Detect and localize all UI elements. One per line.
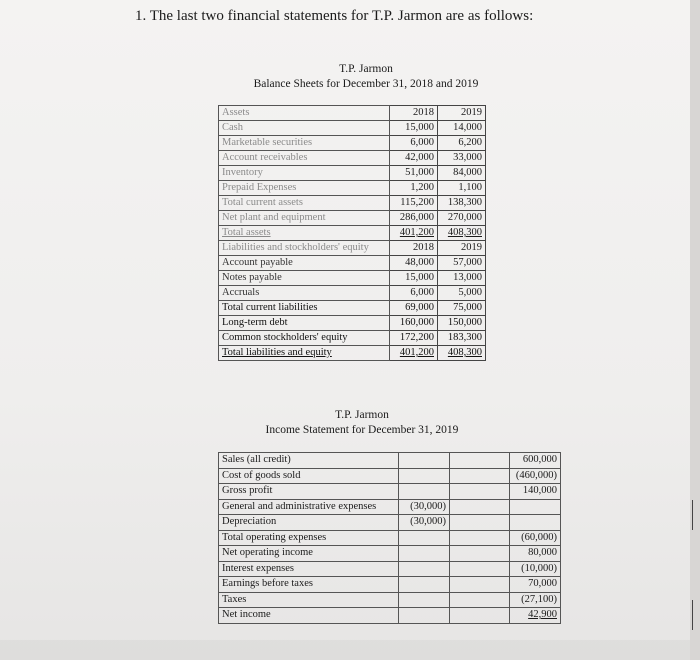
row-value [510, 468, 561, 484]
value-2019 [438, 226, 486, 241]
table-row [219, 530, 561, 546]
row-label [219, 346, 390, 361]
row-value-text: 600,000 [522, 454, 557, 465]
statement-title: Balance Sheets for December 31, 2018 and 2019 [253, 78, 479, 90]
value-2018-text: 42,000 [405, 152, 434, 163]
row-label-text: Liabilities and stockholders' equity [222, 242, 369, 253]
row-label-text: Notes payable [222, 272, 282, 283]
row-label [219, 181, 390, 196]
table-row [219, 211, 486, 226]
table-row [219, 577, 561, 593]
table-row [219, 151, 486, 166]
value-2018-text: 15,000 [405, 272, 434, 283]
table-row [219, 346, 486, 361]
value-2019 [438, 241, 486, 256]
table-row [219, 196, 486, 211]
value-2019 [438, 136, 486, 151]
value-2018 [390, 346, 438, 361]
table-row [219, 561, 561, 577]
table-row [219, 316, 486, 331]
row-label [219, 577, 399, 593]
balance-sheet-table [218, 105, 486, 361]
row-label [219, 499, 399, 515]
row-value-text: 80,000 [528, 547, 557, 558]
value-2018 [390, 256, 438, 271]
row-value-text: (60,000) [521, 531, 557, 543]
blank-cell [450, 608, 510, 624]
income-statement-table [218, 452, 561, 624]
value-2019-text: 14,000 [453, 122, 482, 133]
value-2019-text: 84,000 [453, 167, 482, 178]
row-label-text: Total current assets [222, 197, 303, 208]
value-2018 [390, 121, 438, 136]
value-2018 [390, 316, 438, 331]
blank-cell [450, 592, 510, 608]
row-label-text: Total operating expenses [222, 531, 327, 543]
row-value [510, 608, 561, 624]
expense-detail [399, 499, 450, 515]
row-label [219, 608, 399, 624]
blank-cell [450, 453, 510, 469]
value-2018 [390, 196, 438, 211]
value-2019-text: 6,200 [458, 137, 482, 148]
expense-detail [399, 561, 450, 577]
expense-detail [399, 515, 450, 531]
row-label [219, 196, 390, 211]
value-2019 [438, 211, 486, 226]
row-label-text: Net plant and equipment [222, 212, 326, 223]
row-label [219, 136, 390, 151]
row-label [219, 166, 390, 181]
row-label-text: Interest expenses [222, 562, 295, 574]
value-2019-text: 150,000 [447, 317, 482, 328]
table-row [219, 301, 486, 316]
expense-detail [399, 608, 450, 624]
expense-detail [399, 468, 450, 484]
expense-detail [399, 453, 450, 469]
row-label-text: Prepaid Expenses [222, 182, 297, 193]
edge-mark [692, 600, 696, 630]
value-2019 [438, 106, 486, 121]
table-row [219, 241, 486, 256]
expense-detail [399, 546, 450, 562]
value-2019 [438, 331, 486, 346]
value-2018 [390, 181, 438, 196]
value-2018-text: 6,000 [410, 287, 434, 298]
value-2018-text: 6,000 [410, 137, 434, 148]
row-label [219, 316, 390, 331]
value-2018 [390, 106, 438, 121]
table-row [219, 106, 486, 121]
table-row [219, 136, 486, 151]
value-2018-text: 48,000 [405, 257, 434, 268]
table-row [219, 515, 561, 531]
blank-cell [450, 515, 510, 531]
row-label [219, 241, 390, 256]
row-label-text: Cash [222, 122, 243, 133]
value-2019-text: 1,100 [458, 182, 482, 193]
row-label [219, 561, 399, 577]
value-2018-text: 51,000 [405, 167, 434, 178]
value-2018 [390, 286, 438, 301]
statement-title: Income Statement for December 31, 2019 [265, 424, 459, 436]
row-value [510, 484, 561, 500]
table-row [219, 286, 486, 301]
row-label-text: Common stockholders' equity [222, 332, 348, 343]
row-label [219, 121, 390, 136]
expense-detail [399, 484, 450, 500]
blank-cell [450, 577, 510, 593]
row-value [510, 546, 561, 562]
row-label [219, 453, 399, 469]
value-2019-text: 138,300 [447, 197, 482, 208]
row-label-text: Accruals [222, 287, 260, 298]
value-2018 [390, 211, 438, 226]
value-2019-text: 270,000 [447, 212, 482, 223]
value-2019-text: 33,000 [453, 152, 482, 163]
value-2018-text: 172,200 [399, 332, 434, 343]
table-row [219, 271, 486, 286]
value-2018 [390, 241, 438, 256]
table-row [219, 453, 561, 469]
row-label [219, 301, 390, 316]
value-2018 [390, 151, 438, 166]
row-value [510, 453, 561, 469]
row-value [510, 499, 561, 515]
value-2018-text: 2018 [413, 242, 434, 253]
row-value [510, 530, 561, 546]
value-2019 [438, 256, 486, 271]
row-label-text: Account receivables [222, 152, 308, 163]
value-2018-text: 1,200 [410, 182, 434, 193]
blank-cell [450, 484, 510, 500]
blank-cell [450, 499, 510, 515]
row-value [510, 561, 561, 577]
row-label-text: Account payable [222, 257, 293, 268]
row-label-text: Net income [222, 609, 271, 620]
row-value [510, 515, 561, 531]
expense-detail [399, 530, 450, 546]
row-label [219, 331, 390, 346]
row-label-text: Inventory [222, 167, 263, 178]
row-value [510, 577, 561, 593]
table-row [219, 121, 486, 136]
value-2019 [438, 121, 486, 136]
row-label-text: Long-term debt [222, 317, 288, 328]
row-label-text: Taxes [222, 593, 247, 605]
value-2019-text: 2019 [461, 242, 482, 253]
table-row [219, 484, 561, 500]
table-row [219, 592, 561, 608]
value-2019 [438, 286, 486, 301]
expense-detail-text: (30,000) [410, 516, 446, 527]
row-value-text: (27,100) [521, 593, 557, 605]
value-2019 [438, 271, 486, 286]
value-2019-text: 408,300 [447, 347, 482, 358]
row-label [219, 286, 390, 301]
edge-mark [692, 500, 696, 530]
row-label-text: Net operating income [222, 547, 313, 558]
row-label [219, 151, 390, 166]
expense-detail [399, 577, 450, 593]
value-2019-text: 13,000 [453, 272, 482, 283]
value-2018 [390, 271, 438, 286]
row-label-text: Total assets [222, 227, 271, 238]
question-text: 1. The last two financial statements for T.P. Jarmon are as follows: [135, 8, 534, 24]
row-value-text: (10,000) [521, 562, 557, 574]
table-row [219, 468, 561, 484]
bottom-shadow [0, 640, 690, 660]
value-2019-text: 75,000 [453, 302, 482, 313]
row-label [219, 546, 399, 562]
row-label-text: Gross profit [222, 485, 273, 496]
blank-cell [450, 561, 510, 577]
blank-cell [450, 530, 510, 546]
value-2018-text: 160,000 [399, 317, 434, 328]
blank-cell [450, 468, 510, 484]
value-2018-text: 2018 [413, 107, 434, 118]
row-label-text: Assets [222, 107, 250, 118]
value-2018 [390, 166, 438, 181]
row-value-text: 70,000 [528, 578, 557, 589]
row-label [219, 484, 399, 500]
table-row [219, 608, 561, 624]
row-label-text: Sales (all credit) [222, 454, 291, 465]
row-label [219, 515, 399, 531]
value-2018 [390, 226, 438, 241]
row-label-text: Total liabilities and equity [222, 347, 332, 358]
expense-detail-text: (30,000) [410, 500, 446, 512]
table-row [219, 226, 486, 241]
row-label-text: Depreciation [222, 516, 277, 527]
value-2018 [390, 331, 438, 346]
expense-detail [399, 592, 450, 608]
row-value-text: 42,900 [528, 609, 557, 620]
page-edge [690, 0, 700, 660]
value-2018-text: 401,200 [399, 347, 434, 358]
balance-sheet-title [236, 62, 496, 92]
income-statement-title [232, 408, 492, 438]
row-label-text: Earnings before taxes [222, 578, 313, 589]
value-2018 [390, 136, 438, 151]
table-row [219, 499, 561, 515]
value-2018-text: 115,200 [400, 197, 434, 208]
row-label [219, 106, 390, 121]
table-row [219, 256, 486, 271]
value-2019 [438, 346, 486, 361]
value-2019 [438, 316, 486, 331]
table-row [219, 546, 561, 562]
value-2019 [438, 196, 486, 211]
value-2019-text: 5,000 [458, 287, 482, 298]
company-name: T.P. Jarmon [339, 63, 393, 75]
value-2019-text: 183,300 [447, 332, 482, 343]
value-2018-text: 15,000 [405, 122, 434, 133]
value-2019 [438, 301, 486, 316]
row-value-text: (460,000) [515, 469, 557, 481]
value-2018-text: 286,000 [399, 212, 434, 223]
row-label [219, 530, 399, 546]
row-value [510, 592, 561, 608]
row-label [219, 226, 390, 241]
table-row [219, 166, 486, 181]
company-name: T.P. Jarmon [335, 409, 389, 421]
row-label [219, 256, 390, 271]
table-row [219, 181, 486, 196]
value-2018 [390, 301, 438, 316]
table-row [219, 331, 486, 346]
value-2018-text: 401,200 [399, 227, 434, 238]
value-2018-text: 69,000 [405, 302, 434, 313]
value-2019-text: 408,300 [447, 227, 482, 238]
row-label-text: Total current liabilities [222, 302, 318, 313]
row-label [219, 468, 399, 484]
row-label [219, 592, 399, 608]
row-label [219, 211, 390, 226]
row-label [219, 271, 390, 286]
value-2019-text: 2019 [461, 107, 482, 118]
row-label-text: General and administrative expenses [222, 500, 377, 512]
row-label-text: Marketable securities [222, 137, 313, 148]
value-2019 [438, 166, 486, 181]
blank-cell [450, 546, 510, 562]
row-label-text: Cost of goods sold [222, 469, 301, 481]
row-value-text: 140,000 [522, 485, 557, 496]
value-2019-text: 57,000 [453, 257, 482, 268]
value-2019 [438, 151, 486, 166]
value-2019 [438, 181, 486, 196]
